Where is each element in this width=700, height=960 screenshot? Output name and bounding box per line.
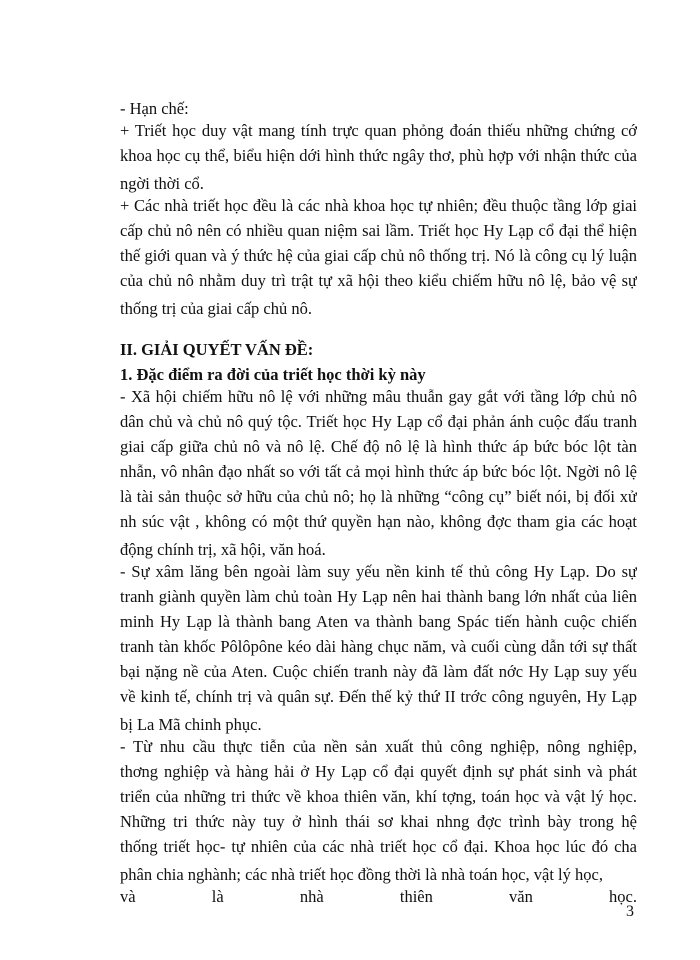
- subsection-heading: 1. Đặc điểm ra đời của triết học thời kỳ này: [120, 365, 426, 384]
- text-line: Những tri thức này tuy ở hình thái sơ khai nhng đợc trình bày trong hệ: [120, 812, 637, 831]
- text-line: + Các nhà triết học đều là các nhà khoa học tự nhiên; đều thuộc tầng lớp giai: [120, 196, 637, 215]
- text-line: cấp chủ nô nên có nhiều quan niệm sai lầm. Triết học Hy Lạp cổ đại thể hiện: [120, 221, 637, 240]
- text-line: minh Hy Lạp là thành bang Aten va thành bang Spác tiến hành cuộc chiến: [120, 612, 637, 631]
- text-line: nh súc vật , không có một thứ quyền hạn nào, không đợc tham gia các hoạt: [120, 512, 637, 531]
- text-line: thơng nghiệp và hàng hải ở Hy Lạp cổ đại quyết định sự phát sinh và phát: [120, 762, 637, 781]
- spacer: [120, 321, 637, 337]
- page-number: 3: [626, 903, 634, 920]
- text-line: thống trị của giai cấp chủ nô.: [120, 299, 312, 318]
- text-line: tranh tàn khốc Pôlôpône kéo dài hàng chục năm, và cuối cùng dẫn tới sự thất: [120, 637, 637, 656]
- text-line: giai cấp giữa chủ nô và nô lệ. Chế độ nô lệ là hình thức áp bức bóc lột tàn: [120, 437, 637, 456]
- text-line: khoa học cụ thể, biểu hiện dới hình thức ngây thơ, phù hợp với nhận thức của: [120, 146, 637, 165]
- text-line: dân chủ và chủ nô quý tộc. Triết học Hy Lạp cổ đại phản ánh cuộc đấu tranh: [120, 412, 637, 431]
- text-line: phân chia nghành; các nhà triết học đồng thời là nhà toán học, vật lý học,: [120, 865, 603, 884]
- text-line: + Triết học duy vật mang tính trực quan phỏng đoán thiếu những chứng cớ: [120, 121, 637, 140]
- text-line: thống triết học- tự nhiên của các nhà triết học cổ đại. Khoa học lúc đó cha: [120, 837, 637, 856]
- text-line: bị La Mã chinh phục.: [120, 715, 262, 734]
- text-line: của chủ nô nhằm duy trì trật tự xã hội theo kiểu chiếm hữu nô lệ, bảo vệ sự: [120, 271, 637, 290]
- text-line: tranh giành quyền làm chủ toàn Hy Lạp nên hai thành bang lớn nhất của liên: [120, 587, 637, 606]
- text-line: là tài sản thuộc sở hữu của chủ nô; họ là những “công cụ” biết nói, bị đối xử: [120, 487, 637, 506]
- text-line: - Hạn chế:: [120, 99, 189, 118]
- page-body: [120, 96, 637, 912]
- text-line: và là nhà thiên văn học.: [120, 887, 637, 906]
- text-line: nhẫn, vô nhân đạo nhất so với tất cả mọi hình thức áp bức bóc lột. Ngời nô lệ: [120, 462, 637, 481]
- text-line: về kinh tế, chính trị và quân sự. Đến thế kỷ thứ II trớc công nguyên, Hy Lạp: [120, 687, 637, 706]
- text-line: - Xã hội chiếm hữu nô lệ với những mâu thuẫn gay gắt với tầng lớp chủ nô: [120, 387, 637, 406]
- text-line: động chính trị, xã hội, văn hoá.: [120, 540, 326, 559]
- section-heading: II. GIẢI QUYẾT VẤN ĐỀ:: [120, 340, 314, 359]
- text-line: thế giới quan và ý thức hệ của giai cấp chủ nô thống trị. Nó là công cụ lý luận: [120, 246, 637, 265]
- text-line: ngời thời cổ.: [120, 174, 204, 193]
- text-line: bại nặng nề của Aten. Cuộc chiến tranh này đã làm đất nớc Hy Lạp suy yếu: [120, 662, 637, 681]
- text-line: - Sự xâm lăng bên ngoài làm suy yếu nền kinh tế thủ công Hy Lạp. Do sự: [120, 562, 637, 581]
- text-line: - Từ nhu cầu thực tiễn của nền sản xuất thủ công nghiệp, nông nghiệp,: [120, 737, 637, 756]
- text-line: triển của những tri thức về khoa thiên văn, khí tợng, toán học và vật lý học.: [120, 787, 637, 806]
